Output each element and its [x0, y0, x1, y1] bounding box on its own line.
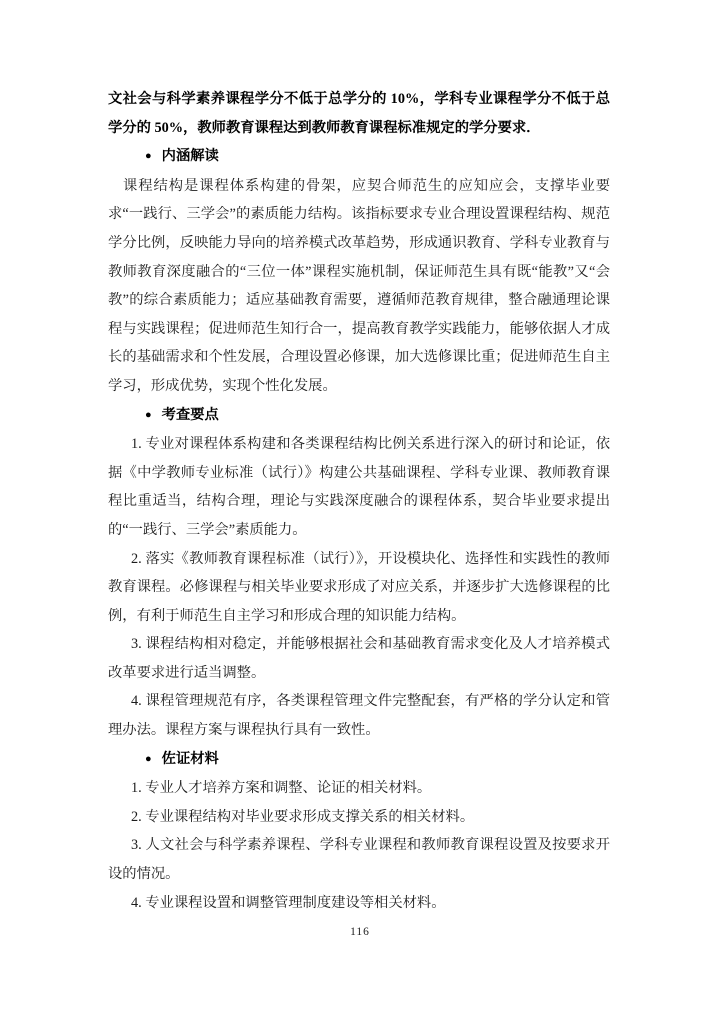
section-heading-connotation: [145, 142, 610, 172]
bullet-icon: ●: [145, 752, 152, 765]
list-item: 2. 专业课程结构对毕业要求形成支撑关系的相关材料。: [131, 808, 475, 825]
list-item: 1. 专业人才培养方案和调整、论证的相关材料。: [131, 780, 432, 797]
list-item: 3. 课程结构相对稳定，并能够根据社会和基础教育需求变化及人才培养模式改革要求进行适当调整。: [108, 636, 610, 681]
section-heading-review-points: [145, 401, 610, 431]
list-item: 1. 专业对课程体系构建和各类课程结构比例关系进行深入的研讨和论证，依据《中学教师专业标准（试行）》构建公共基础课程、学科专业课、教师教育课程比重适当，结构合理，理论与实践深度融合的课程体系，契合毕业要求提出的“一践行、三学会”素质能力。: [108, 436, 610, 538]
body-paragraph: 课程结构是课程体系构建的骨架，应契合师范生的应知应会，支撑毕业要求“一践行、三学会”的素质能力结构。该指标要求专业合理设置课程结构、规范学分比例，反映能力导向的培养模式改革趋势，形成通识教育、学科专业教育与教师教育深度融合的“三位一体”课程实施机制，保证师范生具有既“能教”又“会教”的综合素质能力；适应基础教育需要，遵循师范教育规律，整合融通理论课程与实践课程；促进师范生知行合一，提高教育教学实践能力，能够依据人才成长的基础需求和个性发展，合理设置必修课，加大选修课比重；促进师范生自主学习，形成优势，实现个性化发展。: [108, 177, 610, 394]
intro-paragraph: 文社会与科学素养课程学分不低于总学分的 10%，学科专业课程学分不低于总学分的 50%，教师教育课程达到教师教育课程标准规定的学分要求．: [108, 91, 610, 136]
section-title: 考查要点: [161, 406, 219, 423]
bullet-icon: ●: [145, 408, 152, 421]
list-item: 4. 专业课程设置和调整管理制度建设等相关材料。: [131, 894, 446, 911]
section-title: 内涵解读: [161, 148, 219, 165]
list-item: 3. 人文社会与科学素养课程、学科专业课程和教师教育课程设置及按要求开设的情况。: [108, 837, 610, 883]
list-item: 4. 课程管理规范有序，各类课程管理文件完整配套，有严格的学分认定和管理办法。课程方案与课程执行具有一致性。: [108, 693, 610, 739]
page-number: 116: [350, 926, 370, 938]
bullet-icon: ●: [145, 150, 152, 163]
list-item: 2. 落实《教师教育课程标准（试行）》，开设模块化、选择性和实践性的教师教育课程。必修课程与相关毕业要求形成了对应关系，并逐步扩大选修课程的比例，有利于师范生自主学习和形成合理的知识能力结构。: [108, 550, 610, 624]
section-heading-supporting-materials: [145, 745, 610, 775]
section-title: 佐证材料: [161, 750, 219, 767]
